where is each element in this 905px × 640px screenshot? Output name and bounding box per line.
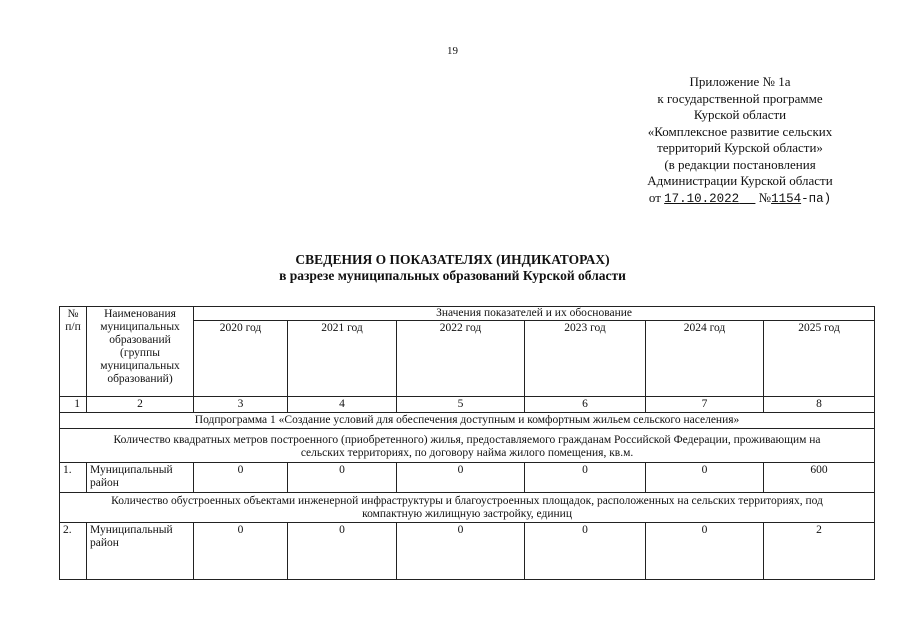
indicator-1-text: Количество квадратных метров построенного (приобретенного) жилья, предоставляемого гражданам Российской Федерации, проживающим на сельских территориях, по договору найма жилого помещения, кв.м. [60, 429, 875, 463]
date-underline-gap [739, 190, 755, 205]
municipality-name: Муниципальный район [87, 463, 194, 493]
subprogram-title: Подпрограмма 1 «Создание условий для обеспечения доступным и комфортным жильем сельского населения» [60, 413, 875, 429]
appendix-line: Приложение № 1а [689, 74, 791, 89]
appendix-block [590, 74, 890, 207]
column-index-row [60, 397, 875, 413]
value-cell: 2 [764, 523, 875, 580]
value-cell: 0 [288, 523, 397, 580]
value-cell: 0 [397, 523, 525, 580]
value-cell: 0 [397, 463, 525, 493]
indicator-2-text: Количество обустроенных объектами инженерной инфраструктуры и благоустроенных площадок, расположенных на сельских территориях, под компактную жилищную застройку, единиц [60, 493, 875, 523]
header-row [60, 307, 875, 321]
table-row [60, 463, 875, 493]
year-header: 2022 год [397, 321, 525, 397]
indicator-row [60, 493, 875, 523]
appendix-line: территорий Курской области» [657, 140, 823, 155]
year-header: 2020 год [194, 321, 288, 397]
values-header: Значения показателей и их обоснование [194, 307, 875, 321]
document-title [0, 252, 905, 284]
table-row [60, 523, 875, 580]
index-cell: 6 [525, 397, 646, 413]
appendix-line: «Комплексное развитие сельских [647, 123, 833, 139]
appendix-line: к государственной программе [657, 90, 823, 106]
value-cell: 0 [525, 463, 646, 493]
number-suffix: -па) [801, 191, 832, 206]
value-cell: 600 [764, 463, 875, 493]
index-cell: 2 [87, 397, 194, 413]
indicator-row [60, 429, 875, 463]
value-cell: 0 [646, 523, 764, 580]
appendix-line: (в редакции постановления [664, 156, 816, 172]
row-number: 1. [60, 463, 87, 493]
col-no-header: № п/п [60, 307, 87, 397]
appendix-date-line [590, 190, 890, 208]
resolution-number: 1154 [771, 191, 802, 206]
title-sub: в разрезе муниципальных образований Курской области [279, 268, 626, 283]
value-cell: 0 [194, 463, 288, 493]
index-cell: 8 [764, 397, 875, 413]
date-prefix: от [648, 189, 661, 205]
value-cell: 0 [525, 523, 646, 580]
value-cell: 0 [194, 523, 288, 580]
resolution-date: 17.10.2022 [664, 191, 740, 206]
row-number: 2. [60, 523, 87, 580]
col-name-header: Наименования муниципальных образований (группы муниципальных образований) [87, 307, 194, 397]
value-cell: 0 [288, 463, 397, 493]
year-header: 2025 год [764, 321, 875, 397]
year-header: 2024 год [646, 321, 764, 397]
year-header: 2021 год [288, 321, 397, 397]
index-cell: 3 [194, 397, 288, 413]
index-cell: 4 [288, 397, 397, 413]
indicators-table [59, 306, 875, 580]
index-cell: 1 [60, 397, 87, 413]
title-main: СВЕДЕНИЯ О ПОКАЗАТЕЛЯХ (ИНДИКАТОРАХ) [295, 252, 610, 267]
page-number: 19 [447, 45, 458, 57]
subprogram-row [60, 413, 875, 429]
index-cell: 7 [646, 397, 764, 413]
municipality-name: Муниципальный район [87, 523, 194, 580]
index-cell: 5 [397, 397, 525, 413]
number-prefix: № [758, 189, 772, 205]
value-cell: 0 [646, 463, 764, 493]
appendix-line: Администрации Курской области [647, 173, 833, 188]
year-header: 2023 год [525, 321, 646, 397]
appendix-line: Курской области [693, 107, 787, 122]
